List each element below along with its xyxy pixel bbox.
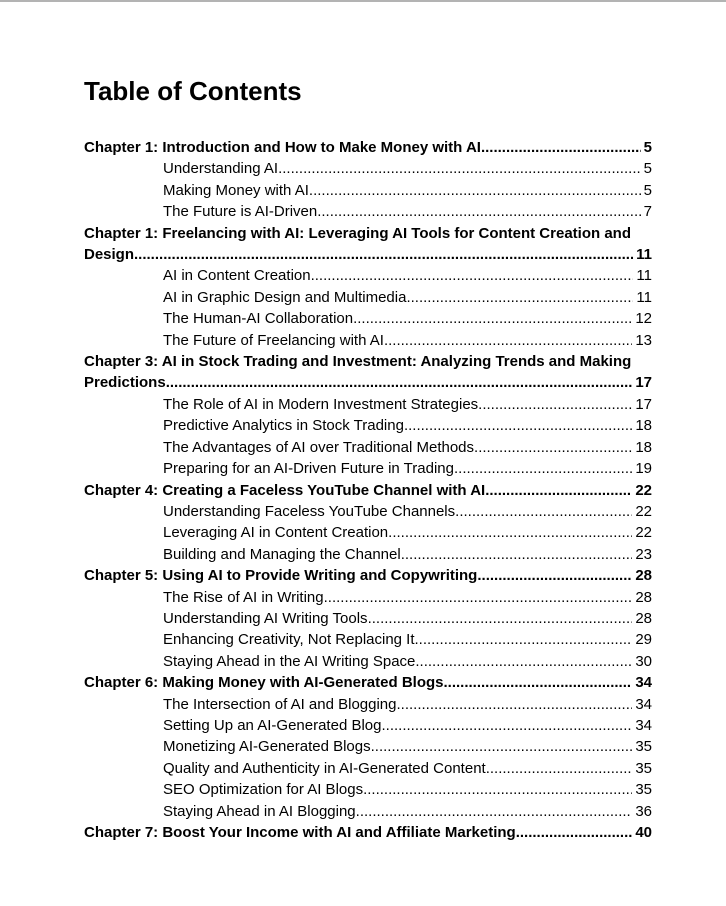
toc-entry-row xyxy=(163,287,652,308)
toc-dot-leader xyxy=(397,694,633,715)
toc-entry-section xyxy=(84,522,652,543)
toc-entry-chapter xyxy=(84,223,652,266)
toc-entry-row xyxy=(163,501,652,522)
toc-entry-chapter xyxy=(84,822,652,843)
toc-entry-text: Understanding AI xyxy=(163,160,279,178)
toc-entry-section xyxy=(84,201,652,222)
toc-entry-text: The Advantages of AI over Traditional Methods xyxy=(163,438,475,456)
toc-entry-section xyxy=(84,158,652,179)
toc-entry-row xyxy=(163,758,652,779)
toc-dot-leader xyxy=(454,458,632,479)
toc-entry-section xyxy=(84,394,652,415)
toc-page-number: 18 xyxy=(635,417,652,435)
toc-page-number: 11 xyxy=(636,267,652,285)
toc-entry-section xyxy=(84,501,652,522)
toc-entry-text: The Future is AI-Driven xyxy=(163,203,318,221)
toc-page-number: 34 xyxy=(635,695,652,713)
page-content xyxy=(84,76,652,843)
toc-dot-leader xyxy=(309,180,641,201)
toc-page-number: 7 xyxy=(643,203,652,221)
toc-entry-row xyxy=(163,651,652,672)
toc-entry-row xyxy=(84,244,652,265)
toc-entry-chapter xyxy=(84,137,652,158)
toc-entry-text: Understanding Faceless YouTube Channels xyxy=(163,502,456,520)
toc-entry-section xyxy=(84,587,652,608)
toc-entry-text: Design xyxy=(84,246,135,264)
toc-entry-text: Staying Ahead in AI Blogging xyxy=(163,802,356,820)
toc-entry-section xyxy=(84,715,652,736)
toc-entry-row xyxy=(84,372,652,393)
toc-entry-row xyxy=(163,458,652,479)
toc-entry-section xyxy=(84,308,652,329)
toc-entry-row xyxy=(163,779,652,800)
toc-page-number: 28 xyxy=(635,609,652,627)
toc-entry-row xyxy=(163,415,652,436)
toc-entry-text: Quality and Authenticity in AI-Generated Content xyxy=(163,759,486,777)
toc-entry-row xyxy=(163,801,652,822)
toc-dot-leader xyxy=(368,608,633,629)
toc-entry-text: Predictive Analytics in Stock Trading xyxy=(163,417,404,435)
toc-entry-row xyxy=(163,544,652,565)
toc-entry-text: The Human-AI Collaboration xyxy=(163,310,354,328)
toc-page-number: 28 xyxy=(635,588,652,606)
toc-page-number: 22 xyxy=(635,481,652,499)
toc-dot-leader xyxy=(516,822,633,843)
toc-page-number: 35 xyxy=(635,759,652,777)
toc-entry-section xyxy=(84,458,652,479)
toc-entry-text: Building and Managing the Channel xyxy=(163,545,401,563)
toc-page-number: 13 xyxy=(635,331,652,349)
toc-page-number: 34 xyxy=(635,674,652,692)
toc-entry-section xyxy=(84,287,652,308)
toc-entry-row xyxy=(84,480,652,501)
toc-dot-leader xyxy=(401,544,633,565)
toc-entry-row xyxy=(84,137,652,158)
toc-entry-row xyxy=(163,158,652,179)
toc-dot-leader xyxy=(415,629,633,650)
toc-page-number: 22 xyxy=(635,524,652,542)
toc-entry-section xyxy=(84,415,652,436)
toc-entry-section xyxy=(84,265,652,286)
toc-entry-text: Chapter 3: AI in Stock Trading and Investment: Analyzing Trends and Making xyxy=(84,353,632,371)
toc-entry-text: Monetizing AI-Generated Blogs xyxy=(163,738,371,756)
toc-page-number: 40 xyxy=(635,824,652,841)
toc-dot-leader xyxy=(404,415,632,436)
toc-entry-row xyxy=(163,394,652,415)
toc-dot-leader xyxy=(371,736,633,757)
toc-entry-text: Leveraging AI in Content Creation xyxy=(163,524,389,542)
toc-dot-leader xyxy=(388,522,632,543)
page-title: Table of Contents xyxy=(84,76,302,106)
toc-page-number: 28 xyxy=(635,567,652,585)
toc-entry-text: Preparing for an AI-Driven Future in Trading xyxy=(163,460,454,478)
toc-entry-section xyxy=(84,437,652,458)
toc-entry-text: Making Money with AI xyxy=(163,181,309,199)
toc-entry-row xyxy=(163,629,652,650)
toc-entry-chapter xyxy=(84,565,652,586)
toc-entry-row xyxy=(163,437,652,458)
toc-page-number: 35 xyxy=(635,781,652,799)
toc-dot-leader xyxy=(381,715,632,736)
toc-entry-section xyxy=(84,330,652,351)
toc-page-number: 18 xyxy=(635,438,652,456)
toc-entry-chapter xyxy=(84,351,652,394)
toc-entry-row xyxy=(163,587,652,608)
toc-entry-text: Setting Up an AI-Generated Blog xyxy=(163,716,382,734)
toc-page-number: 35 xyxy=(635,738,652,756)
toc-entry-row xyxy=(84,672,652,693)
toc-entry-text: Chapter 1: Freelancing with AI: Leveraging AI Tools for Content Creation and xyxy=(84,224,631,242)
page-top-edge xyxy=(0,0,726,2)
toc-entry-row xyxy=(163,201,652,222)
toc-page-number: 29 xyxy=(635,631,652,649)
toc-entry-text: The Rise of AI in Writing xyxy=(163,588,324,606)
toc-entry-chapter xyxy=(84,480,652,501)
toc-entry-row xyxy=(84,565,652,586)
toc-entry-row xyxy=(163,736,652,757)
toc-entry-section xyxy=(84,608,652,629)
toc-dot-leader xyxy=(324,587,633,608)
toc-entry-text: Understanding AI Writing Tools xyxy=(163,609,368,627)
toc-dot-leader xyxy=(317,201,640,222)
toc-page-number: 23 xyxy=(635,545,652,563)
toc-page-number: 17 xyxy=(635,395,652,413)
toc-page-number: 36 xyxy=(635,802,652,820)
toc-entry-text: Predictions xyxy=(84,374,166,392)
toc-dot-leader xyxy=(415,651,632,672)
toc-page-number: 34 xyxy=(635,716,652,734)
toc-dot-leader xyxy=(478,394,632,415)
toc-dot-leader xyxy=(356,801,633,822)
toc-page-number: 12 xyxy=(635,310,652,328)
toc-entry-section xyxy=(84,801,652,822)
toc-dot-leader xyxy=(384,330,632,351)
toc-entry-text: AI in Content Creation xyxy=(163,267,311,285)
toc-entry-text: The Role of AI in Modern Investment Strategies xyxy=(163,395,479,413)
toc-entry-text: Chapter 4: Creating a Faceless YouTube Channel with AI xyxy=(84,481,486,499)
toc-dot-leader xyxy=(278,158,641,179)
toc-entry-section xyxy=(84,758,652,779)
toc-entry-section xyxy=(84,651,652,672)
toc-entry-text: Enhancing Creativity, Not Replacing It xyxy=(163,631,415,649)
toc-dot-leader xyxy=(363,779,632,800)
toc-entry-row xyxy=(163,694,652,715)
toc-entry-row xyxy=(163,715,652,736)
toc-dot-leader xyxy=(166,372,633,393)
toc-dot-leader xyxy=(477,565,632,586)
toc-entry-text: The Future of Freelancing with AI xyxy=(163,331,384,349)
toc-entry-text: Staying Ahead in the AI Writing Space xyxy=(163,652,416,670)
toc-dot-leader xyxy=(134,244,633,265)
toc-entry-row xyxy=(163,180,652,201)
toc-dot-leader xyxy=(406,287,633,308)
toc-entry-row xyxy=(163,522,652,543)
toc-entry-row xyxy=(163,608,652,629)
toc-page-number: 11 xyxy=(636,288,652,306)
toc-entry-text: Chapter 7: Boost Your Income with AI and Affiliate Marketing xyxy=(84,824,516,841)
toc-list xyxy=(84,137,652,843)
toc-entry-row xyxy=(163,265,652,286)
toc-entry-section xyxy=(84,779,652,800)
toc-dot-leader xyxy=(474,437,632,458)
toc-dot-leader xyxy=(353,308,632,329)
toc-page-number: 30 xyxy=(635,652,652,670)
toc-entry-text: Chapter 5: Using AI to Provide Writing and Copywriting xyxy=(84,567,478,585)
toc-dot-leader xyxy=(444,672,633,693)
toc-page-number: 5 xyxy=(643,160,652,178)
toc-dot-leader xyxy=(485,480,632,501)
toc-entry-row xyxy=(163,330,652,351)
toc-page-number: 5 xyxy=(643,181,652,199)
toc-entry-text: AI in Graphic Design and Multimedia xyxy=(163,288,407,306)
toc-entry-section xyxy=(84,544,652,565)
toc-page-number: 22 xyxy=(635,502,652,520)
toc-entry-text: Chapter 1: Introduction and How to Make Money with AI xyxy=(84,139,481,156)
toc-page-number: 17 xyxy=(635,374,652,392)
toc-page-number: 11 xyxy=(636,246,652,264)
toc-entry-chapter xyxy=(84,672,652,693)
toc-entry-section xyxy=(84,180,652,201)
toc-entry-section xyxy=(84,736,652,757)
toc-entry-text: SEO Optimization for AI Blogs xyxy=(163,781,364,799)
toc-entry-section xyxy=(84,694,652,715)
toc-entry-row xyxy=(84,822,652,843)
toc-page-number: 5 xyxy=(643,139,652,156)
toc-page-number: 19 xyxy=(635,460,652,478)
toc-dot-leader xyxy=(486,758,633,779)
toc-entry-section xyxy=(84,629,652,650)
toc-entry-text: Chapter 6: Making Money with AI-Generated Blogs xyxy=(84,674,444,692)
toc-dot-leader xyxy=(455,501,632,522)
toc-entry-text: The Intersection of AI and Blogging xyxy=(163,695,397,713)
toc-dot-leader xyxy=(481,137,641,158)
toc-entry-row xyxy=(163,308,652,329)
toc-dot-leader xyxy=(311,265,634,286)
